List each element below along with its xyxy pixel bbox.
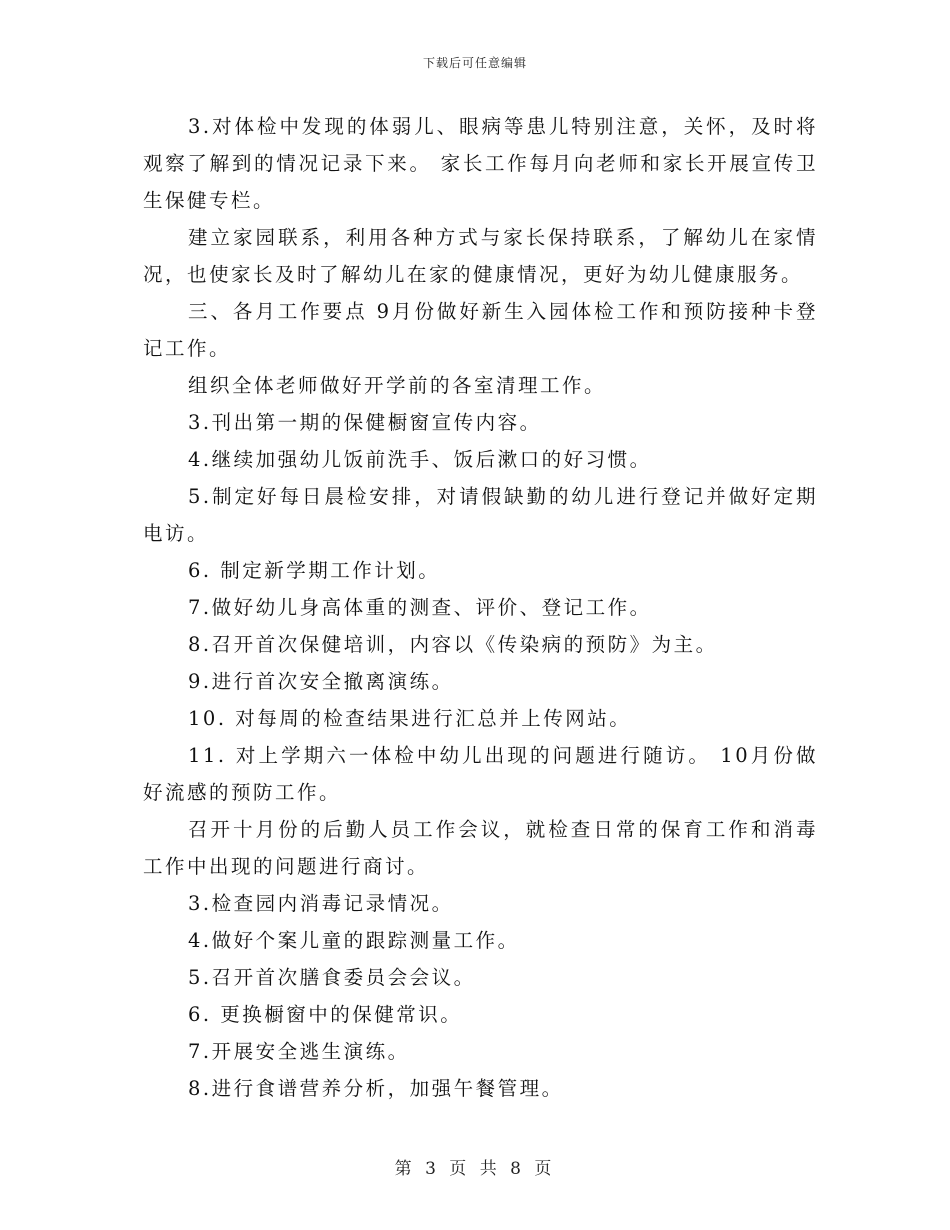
paragraph: 建立家园联系，利用各种方式与家长保持联系，了解幼儿在家情况，也使家长及时了解幼儿在家的健康情况，更好为幼儿健康服务。 — [143, 226, 818, 286]
paragraph: 6. 更换橱窗中的保健常识。 — [188, 1003, 463, 1026]
page-header: 下载后可任意编辑 — [422, 56, 527, 70]
page-footer: 第 3 页 共 8 页 — [394, 1159, 556, 1179]
paragraph: 8.召开首次保健培训，内容以《传染病的预防》为主。 — [188, 633, 718, 656]
paragraph: 10. 对每周的检查结果进行汇总并上传网站。 — [188, 707, 632, 730]
paragraph: 4.做好个案儿童的跟踪测量工作。 — [188, 929, 520, 952]
paragraph: 三、各月工作要点 9月份做好新生入园体检工作和预防接种卡登记工作。 — [143, 300, 818, 360]
paragraph: 4.继续加强幼儿饭前洗手、饭后漱口的好习惯。 — [188, 448, 652, 471]
paragraph: 6. 制定新学期工作计划。 — [188, 559, 441, 582]
document-body — [143, 108, 818, 1107]
paragraph: 3.对体检中发现的体弱儿、眼病等患儿特别注意，关怀，及时将观察了解到的情况记录下来。 家长工作每月向老师和家长开展宣传卫生保健专栏。 — [143, 115, 818, 212]
paragraph: 3.刊出第一期的保健橱窗宣传内容。 — [188, 411, 542, 434]
paragraph: 7.开展安全逃生演练。 — [188, 1040, 410, 1063]
paragraph: 5.召开首次膳食委员会会议。 — [188, 966, 476, 989]
paragraph: 组织全体老师做好开学前的各室清理工作。 — [188, 374, 607, 397]
paragraph: 8.进行食谱营养分析，加强午餐管理。 — [188, 1077, 564, 1100]
paragraph: 9.进行首次安全撤离演练。 — [188, 670, 454, 693]
paragraph: 11. 对上学期六一体检中幼儿出现的问题进行随访。 10月份做好流感的预防工作。 — [143, 744, 818, 804]
paragraph: 7.做好幼儿身高体重的测查、评价、登记工作。 — [188, 596, 652, 619]
paragraph: 召开十月份的后勤人员工作会议，就检查日常的保育工作和消毒工作中出现的问题进行商讨。 — [143, 818, 818, 878]
paragraph: 3.检查园内消毒记录情况。 — [188, 892, 454, 915]
paragraph: 5.制定好每日晨检安排，对请假缺勤的幼儿进行登记并做好定期电访。 — [143, 485, 818, 545]
